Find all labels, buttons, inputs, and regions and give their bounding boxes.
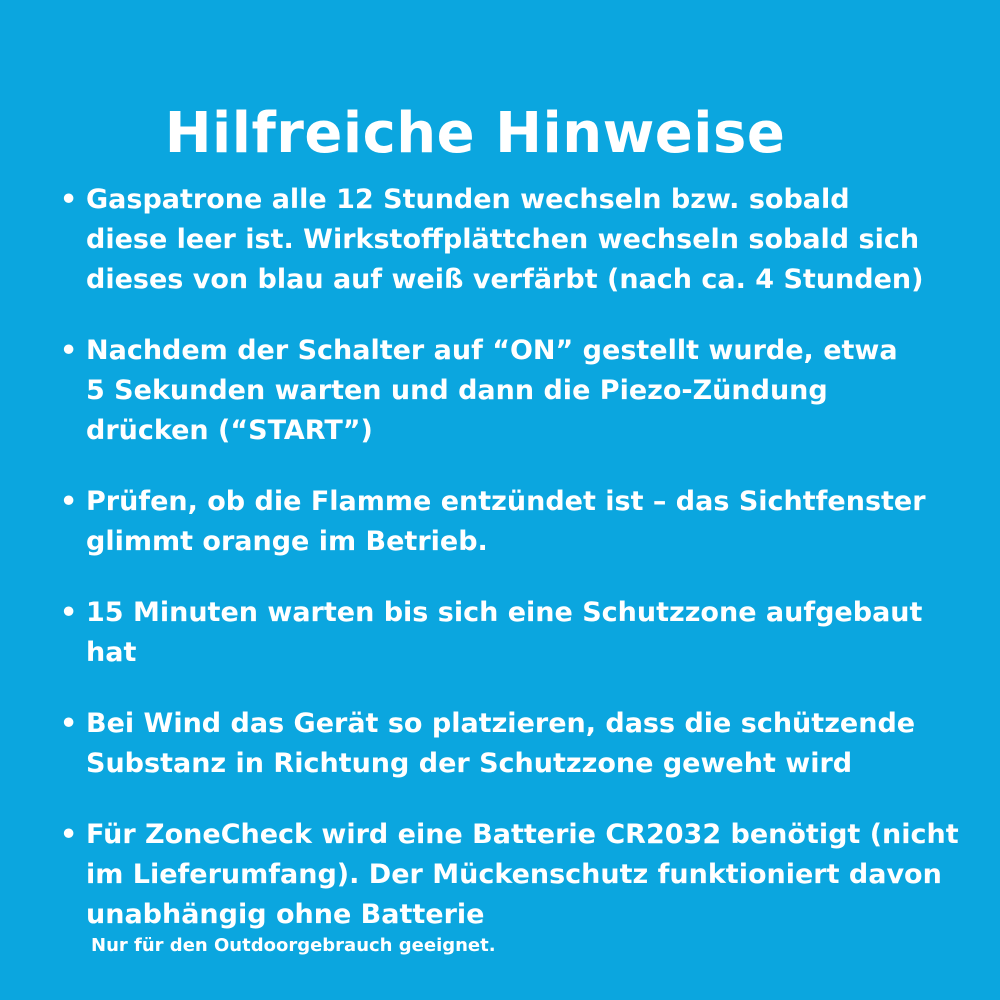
tip-line: unabhängig ohne Batterie — [86, 899, 485, 930]
tip-line: glimmt orange im Betrieb. — [86, 526, 488, 557]
bullet-icon: • — [60, 597, 78, 628]
tip-line: Substanz in Richtung der Schutzzone geweht wird — [86, 748, 853, 779]
bullet-icon: • — [60, 486, 78, 517]
tip-line: 15 Minuten warten bis sich eine Schutzzone aufgebaut — [86, 597, 923, 628]
tip-line: Für ZoneCheck wird eine Batterie CR2032 benötigt (nicht — [86, 819, 959, 850]
page-title: Hilfreiche Hinweise — [164, 100, 786, 166]
tip-line: Bei Wind das Gerät so platzieren, dass die schützende — [86, 708, 916, 739]
tip-line: diese leer ist. Wirkstoffplättchen wechseln sobald sich — [86, 224, 920, 255]
tip-line: dieses von blau auf weiß verfärbt (nach ca. 4 Stunden) — [86, 264, 924, 295]
bullet-icon: • — [60, 335, 78, 366]
bullet-icon: • — [60, 184, 78, 215]
bullet-icon: • — [60, 708, 78, 739]
tip-line: Gaspatrone alle 12 Stunden wechseln bzw. sobald — [86, 184, 850, 215]
tip-item — [60, 331, 960, 451]
usage-footnote: Nur für den Outdoorgebrauch geeignet. — [91, 935, 496, 956]
tip-line: Prüfen, ob die Flamme entzündet ist – das Sichtfenster — [86, 486, 926, 517]
tip-item — [60, 704, 960, 784]
tip-line: im Lieferumfang). Der Mückenschutz funktioniert davon — [86, 859, 942, 890]
tip-line: drücken (“START”) — [86, 415, 373, 446]
tip-item — [60, 593, 960, 673]
tip-line: 5 Sekunden warten und dann die Piezo-Zündung — [86, 375, 828, 406]
tip-item — [60, 815, 960, 935]
tip-line: Nachdem der Schalter auf “ON” gestellt wurde, etwa — [86, 335, 898, 366]
tip-item — [60, 180, 960, 300]
tips-list — [60, 180, 960, 966]
tip-item — [60, 482, 960, 562]
tip-line: hat — [86, 637, 137, 668]
bullet-icon: • — [60, 819, 78, 850]
